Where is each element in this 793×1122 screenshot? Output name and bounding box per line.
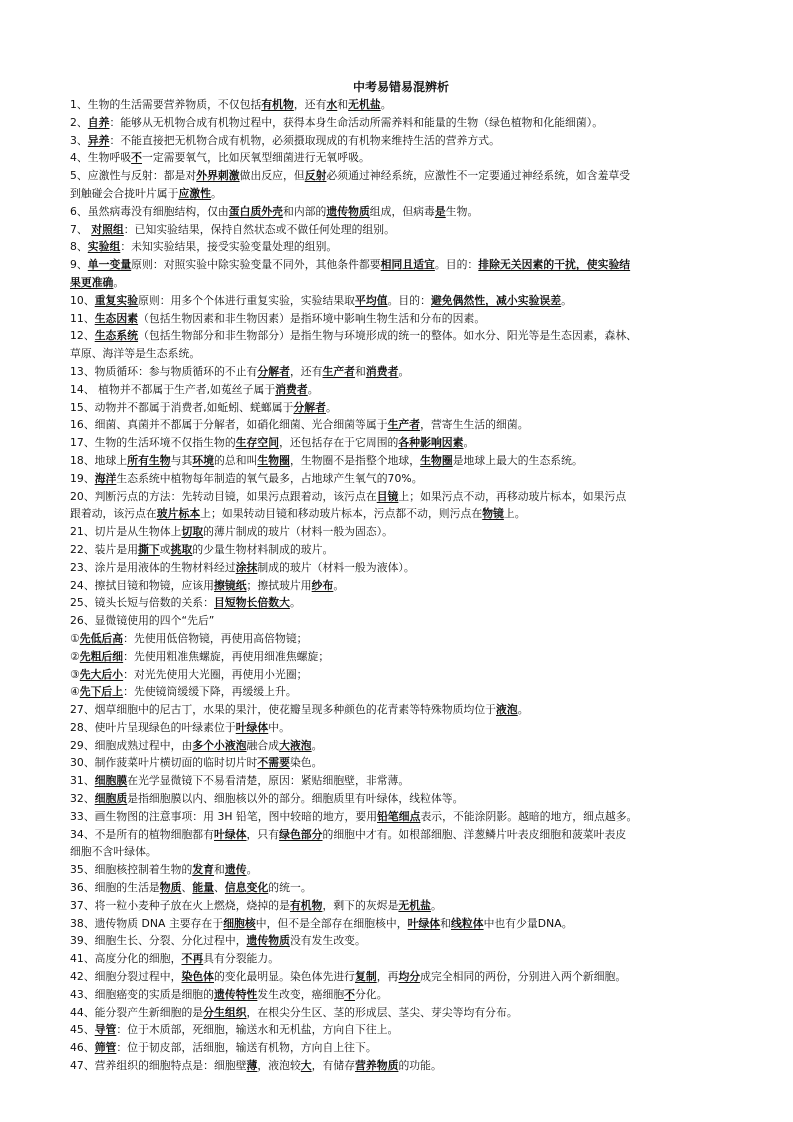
- line-text: ，再: [376, 970, 399, 984]
- line-text: ①: [70, 631, 80, 645]
- key-term: 擦镜纸: [214, 578, 247, 592]
- line-text: ，还有: [289, 364, 323, 378]
- text-line: [70, 399, 732, 417]
- line-text: ，还有: [293, 98, 327, 111]
- text-line: [70, 274, 732, 292]
- line-text: 原则：用多个个体进行重复实验，实验结果取: [138, 293, 356, 307]
- key-term: 异养: [87, 133, 110, 147]
- text-line: [70, 826, 732, 844]
- line-text: 42、细胞分裂过程中，: [70, 970, 182, 984]
- line-text: 。: [289, 596, 301, 610]
- text-line: [70, 292, 732, 310]
- line-text: 29、细胞成熟过程中，由: [70, 738, 193, 752]
- key-term: 绿色部分: [279, 827, 323, 841]
- line-text: ，在根尖分生区、茎的形成层、茎尖、芽尖等均有分布。: [246, 1005, 518, 1019]
- line-text: 22、装片是用: [70, 542, 139, 556]
- line-text: ；擦拭玻片用: [246, 578, 312, 592]
- line-text: 必须通过神经系统，应激性不一定要通过神经系统，如含羞草受: [326, 169, 631, 183]
- line-text: ②: [70, 649, 80, 663]
- key-term: 挑取: [170, 542, 193, 556]
- text-line: [70, 363, 732, 381]
- line-text: 。: [211, 186, 222, 200]
- line-text: ，还包括存在于它周围的: [279, 436, 399, 450]
- line-text: 跟着动，该污点在: [70, 507, 157, 521]
- key-term: 纱布: [311, 578, 334, 592]
- line-text: 和: [355, 364, 366, 378]
- key-term: 不: [131, 151, 143, 165]
- key-term: 分解者: [257, 364, 290, 378]
- line-text: 做出反应，但: [239, 169, 305, 183]
- line-text: 18、地球上: [70, 453, 128, 467]
- line-text: ：先使用粗准焦螺旋，再使用细准焦螺旋；: [123, 649, 330, 663]
- key-term: 生态因素: [94, 311, 139, 325]
- key-term: 遗传物质: [326, 204, 370, 218]
- key-term: 物镜: [482, 507, 504, 521]
- line-text: 。: [561, 293, 572, 307]
- key-term: 各种影响因素: [398, 436, 464, 450]
- text-line: [70, 1057, 732, 1075]
- text-line: [70, 594, 732, 612]
- text-line: [70, 327, 732, 345]
- line-text: 45、: [70, 1023, 95, 1037]
- line-text: 。: [398, 364, 410, 378]
- text-line: [70, 1004, 732, 1022]
- key-term: 分解者: [293, 400, 326, 414]
- key-term: 导管: [94, 1023, 117, 1037]
- line-text: 上；如果转动目镜和移动玻片标本，污点都不动，则污点在: [200, 507, 483, 521]
- document-page: [70, 78, 732, 1075]
- text-line: [70, 683, 732, 701]
- line-text: 17、生物的生活环境不仅指生物的: [70, 436, 236, 450]
- key-term: 大液泡: [279, 738, 312, 752]
- key-term: 应激性: [178, 186, 212, 200]
- key-term: 玻片标本: [156, 507, 201, 521]
- text-line: [70, 541, 732, 559]
- line-text: 中。: [268, 720, 290, 734]
- line-text: 23、涂片是用液体的生物材料经过: [70, 560, 236, 574]
- line-text: 、: [214, 881, 225, 895]
- text-line: [70, 1021, 732, 1039]
- key-term: 目镜: [376, 489, 399, 503]
- key-term: 生态系统: [94, 329, 139, 343]
- line-text: 到触碰会合拢叶片属于: [70, 186, 179, 200]
- text-line: [70, 577, 732, 595]
- key-term: 有机物: [261, 98, 294, 111]
- line-text: 46、: [70, 1041, 95, 1055]
- line-text: 。: [463, 436, 475, 450]
- text-line: [70, 915, 732, 933]
- line-text: ：先使用低倍物镜，再使用高倍物镜；: [123, 631, 308, 645]
- text-line: [70, 843, 732, 861]
- line-text: 7、: [70, 222, 92, 236]
- line-text: 14、 植物并不都属于生产者,如菟丝子属于: [70, 382, 276, 396]
- line-text: 上。: [503, 507, 526, 521]
- key-term: 避免偶然性，减小实验误差: [430, 293, 562, 307]
- key-term: 切取: [181, 525, 204, 539]
- key-term: 生物圈: [420, 453, 453, 467]
- text-line: [70, 203, 732, 221]
- key-term: 外界刺激: [196, 169, 240, 183]
- line-text: 分化。: [355, 987, 388, 1001]
- key-term: 果更准确: [70, 275, 114, 289]
- line-text: 5、应激性与反射：都是对: [70, 169, 197, 183]
- key-term: 相同且适宜: [380, 258, 435, 272]
- key-term: 分生组织: [203, 1005, 247, 1019]
- text-line: [70, 96, 732, 114]
- line-text: 20、判断污点的方法：先转动目镜，如果污点跟着动，该污点在: [70, 489, 377, 503]
- line-text: 1、生物的生活需要营养物质，不仅包括: [70, 98, 262, 111]
- line-text: 生态系统中植物每年制造的氧气最多，占地球产生氧气的70%。: [116, 471, 423, 485]
- line-text: 与其: [170, 453, 193, 467]
- line-text: 的细胞中才有。如根部细胞、洋葱鳞片叶表皮细胞和菠菜叶表皮: [322, 827, 627, 841]
- key-term: 无机盐: [348, 98, 381, 111]
- text-line: [70, 701, 732, 719]
- key-term: 先粗后细: [79, 649, 124, 663]
- line-text: 8、: [70, 240, 88, 254]
- text-line: [70, 950, 732, 968]
- key-term: 不需要: [257, 756, 290, 770]
- key-term: 叶绿体: [407, 916, 441, 930]
- text-line: [70, 879, 732, 897]
- key-term: 线粒体: [451, 916, 484, 930]
- line-text: ：位于韧皮部，活细胞，输送有机物，方向自上往下。: [116, 1041, 377, 1055]
- key-term: 发育: [192, 863, 215, 877]
- line-text: 成完全相同的两份，分别进入两个新细胞。: [420, 970, 627, 984]
- line-text: 4、生物呼吸: [70, 151, 132, 165]
- text-line: [70, 114, 732, 132]
- line-text: 的薄片制成的玻片（材料一般为固态）。: [203, 525, 394, 539]
- line-text: 30、制作菠菜叶片横切面的临时切片时: [70, 756, 258, 770]
- line-text: 2、: [70, 115, 88, 129]
- line-text: 。: [311, 738, 323, 752]
- key-term: 细胞核: [223, 916, 256, 930]
- line-text: 和: [214, 863, 225, 877]
- line-text: 13、物质循环：参与物质循环的不止有: [70, 364, 258, 378]
- text-line: [70, 185, 732, 203]
- key-term: 有机物: [289, 898, 323, 912]
- key-term: 营养物质: [355, 1059, 399, 1073]
- line-text: 。: [333, 578, 345, 592]
- text-line: [70, 754, 732, 772]
- line-text: 的总和叫: [214, 453, 258, 467]
- text-line: [70, 434, 732, 452]
- line-text: 11、: [70, 311, 95, 325]
- line-text: 原则：对照实验中除实验变量不同外，其他条件都要: [131, 258, 381, 272]
- line-text: 38、遗传物质 DNA 主要存在于: [70, 916, 224, 930]
- key-term: 不: [344, 987, 356, 1001]
- key-term: 消费者: [365, 364, 399, 378]
- text-line: [70, 452, 732, 470]
- text-line: [70, 808, 732, 826]
- line-text: 21、切片是从生物体上: [70, 525, 182, 539]
- text-line: [70, 932, 732, 950]
- key-term: 重复实验: [94, 293, 139, 307]
- line-text: 没有发生改变。: [289, 934, 366, 948]
- text-line: [70, 256, 732, 274]
- key-term: 排除无关因素的干扰，使实验结: [478, 258, 631, 272]
- line-text: 43、细胞癌变的实质是细胞的: [70, 987, 214, 1001]
- key-term: 染色体: [181, 970, 215, 984]
- line-text: 中，但不是全部存在细胞核中，: [255, 916, 408, 930]
- line-text: 15、动物并不都属于消费者,如蚯蚓、蜣螂属于: [70, 400, 294, 414]
- key-term: 平均值: [355, 293, 388, 307]
- line-text: 28、使叶片呈现绿色的叶绿素位于: [70, 720, 236, 734]
- key-term: 蛋白质外壳: [228, 204, 284, 218]
- key-term: 叶绿体: [235, 720, 269, 734]
- text-line: [70, 381, 732, 399]
- line-text: 32、: [70, 792, 95, 806]
- line-text: ，生物圈不是指整个地球，: [289, 453, 421, 467]
- text-line: [70, 345, 732, 363]
- text-line: [70, 523, 732, 541]
- key-term: 自养: [87, 115, 110, 129]
- text-line: [70, 968, 732, 986]
- key-term: 生产者: [387, 418, 421, 432]
- line-text: 是地球上最大的生态系统。: [452, 453, 583, 467]
- line-text: 的变化最明显。染色体先进行: [214, 970, 356, 984]
- text-line: [70, 1039, 732, 1057]
- line-text: 制成的玻片（材料一般为液体）。: [257, 560, 415, 574]
- key-term: 先下后上: [79, 685, 124, 699]
- key-term: 遗传特性: [214, 987, 258, 1001]
- text-line: [70, 149, 732, 167]
- line-text: 27、烟草细胞中的尼古丁，水果的果汁，使花瓣呈现多种颜色的花青素等特殊物质均位于: [70, 703, 497, 717]
- text-line: [70, 630, 732, 648]
- text-line: [70, 772, 732, 790]
- line-text: 33、画生物图的注意事项：用 3H 铅笔，图中较暗的地方，要用: [70, 809, 378, 823]
- line-text: 。: [430, 898, 442, 912]
- key-term: 消费者: [275, 382, 308, 396]
- line-text: 19、: [70, 471, 95, 485]
- key-term: 所有生物: [127, 453, 171, 467]
- text-line: [70, 470, 732, 488]
- line-text: 41、高度分化的细胞，: [70, 952, 182, 966]
- key-term: 无机盐: [398, 898, 431, 912]
- line-text: 。: [325, 400, 337, 414]
- key-term: 筛管: [94, 1041, 117, 1055]
- line-text: 26、显微镜使用的四个“先后”: [70, 614, 215, 628]
- key-term: 大: [300, 1059, 312, 1073]
- line-text: ，有储存: [311, 1059, 356, 1073]
- line-text: 表示，不能涂阴影。越暗的地方，细点越多。: [420, 809, 638, 823]
- key-term: 能量: [192, 881, 215, 895]
- line-text: 3、: [70, 133, 88, 147]
- item-list: [70, 96, 732, 1075]
- line-text: 35、细胞核控制着生物的: [70, 863, 193, 877]
- line-text: 。目的：: [387, 293, 431, 307]
- line-text: 草原、海洋等是生态系统。: [70, 347, 201, 361]
- text-line: [70, 790, 732, 808]
- line-text: （包括生物因素和非生物因素）是指环境中影响生物生活和分布的因素。: [138, 311, 486, 325]
- line-text: ，只有: [246, 827, 280, 841]
- line-text: 9、: [70, 258, 88, 272]
- line-text: 34、不是所有的植物细胞都有: [70, 827, 214, 841]
- key-term: 涂抹: [235, 560, 258, 574]
- line-text: 发生改变，癌细胞: [257, 987, 345, 1001]
- key-term: 均分: [398, 970, 421, 984]
- key-term: 遗传物质: [246, 934, 290, 948]
- line-text: 。: [113, 275, 125, 289]
- key-term: 环境: [192, 453, 215, 467]
- text-line: [70, 719, 732, 737]
- line-text: 10、: [70, 293, 95, 307]
- key-term: 实验组: [87, 240, 121, 254]
- key-term: 先低后高: [79, 631, 124, 645]
- line-text: 39、细胞生长、分裂、分化过程中，: [70, 934, 247, 948]
- line-text: 37、将一粒小麦种子放在火上燃烧，烧掉的是: [70, 898, 290, 912]
- line-text: 和: [337, 98, 349, 111]
- line-text: 在光学显微镜下不易看清楚，原因：紧贴细胞壁，非常薄。: [127, 774, 410, 788]
- key-term: 信息变化: [224, 881, 269, 895]
- key-term: 铅笔细点: [377, 809, 421, 823]
- line-text: 上；如果污点不动，再移动玻片标本，如果污点: [398, 489, 627, 503]
- line-text: 31、: [70, 774, 95, 788]
- key-term: 单一变量: [87, 258, 132, 272]
- text-line: [70, 416, 732, 434]
- key-term: 目短物长倍数大: [214, 596, 290, 610]
- line-text: （包括生物部分和非生物部分）是指生物与环境形成的统一的整体。如水分、阳光等是生态因素，森林、: [138, 329, 638, 343]
- line-text: 生物。: [445, 204, 479, 218]
- line-text: ④: [70, 685, 80, 699]
- text-line: [70, 505, 732, 523]
- line-text: 和: [440, 916, 452, 930]
- text-line: [70, 167, 732, 185]
- line-text: ，剩下的灰烬是: [322, 898, 399, 912]
- key-term: 细胞膜: [94, 774, 128, 788]
- line-text: 6、虽然病毒没有细胞结构，仅由: [70, 204, 229, 218]
- key-term: 细胞质: [94, 792, 128, 806]
- key-term: 物质: [159, 881, 182, 895]
- key-term: 薄: [246, 1059, 258, 1073]
- key-term: 反射: [304, 169, 327, 183]
- line-text: 。: [380, 98, 392, 111]
- line-text: 的统一。: [268, 881, 312, 895]
- key-term: 撕下: [138, 542, 160, 556]
- text-line: [70, 132, 732, 150]
- line-text: 和内部的: [283, 204, 327, 218]
- text-line: [70, 488, 732, 506]
- text-line: [70, 612, 732, 630]
- key-term: 海洋: [94, 471, 117, 485]
- key-term: 生存空间: [235, 436, 280, 450]
- key-term: 水: [326, 98, 338, 111]
- line-text: 融合成: [246, 738, 280, 752]
- line-text: 16、细菌、真菌并不都属于分解者，如硝化细菌、光合细菌等属于: [70, 418, 388, 432]
- line-text: 47、营养组织的细胞特点是：细胞壁: [70, 1059, 247, 1073]
- text-line: [70, 666, 732, 684]
- line-text: 是指细胞膜以内、细胞核以外的部分。细胞质里有叶绿体，线粒体等。: [127, 792, 464, 806]
- line-text: 。: [307, 382, 319, 396]
- line-text: 12、: [70, 329, 95, 343]
- text-line: [70, 861, 732, 879]
- key-term: 生产者: [322, 364, 356, 378]
- line-text: 、: [181, 881, 193, 895]
- key-term: 先大后小: [79, 667, 124, 681]
- line-text: 。: [246, 863, 258, 877]
- document-title: 中考易错易混辨析: [352, 80, 449, 94]
- text-line: [70, 986, 732, 1004]
- text-line: [70, 559, 732, 577]
- line-text: 25、镜头长短与倍数的关系：: [70, 596, 214, 610]
- text-line: [70, 221, 732, 239]
- line-text: 。: [517, 703, 529, 717]
- key-term: 液泡: [496, 703, 518, 717]
- line-text: 具有分裂能力。: [203, 952, 280, 966]
- key-term: 遗传: [224, 863, 247, 877]
- text-line: [70, 737, 732, 755]
- line-text: ：不能直接把无机物合成有机物，必须摄取现成的有机物来维持生活的营养方式。: [109, 133, 500, 147]
- line-text: 的功能。: [398, 1059, 442, 1073]
- line-text: ：已知实验结果，保持自然状态或不做任何处理的组别。: [123, 222, 395, 236]
- line-text: ③: [70, 667, 80, 681]
- line-text: ：未知实验结果，接受实验变量处理的组别。: [120, 240, 338, 254]
- text-line: [70, 648, 732, 666]
- line-text: 一定需要氧气，比如厌氧型细菌进行无氧呼吸。: [142, 151, 370, 165]
- line-text: 24、擦拭目镜和物镜，应该用: [70, 578, 214, 592]
- key-term: 不再: [181, 952, 204, 966]
- key-term: 是: [434, 204, 446, 218]
- line-text: 。目的：: [434, 258, 479, 272]
- line-text: ：能够从无机物合成有机物过程中，获得本身生命活动所需养料和能量的生物（绿色植物和化能细菌）。: [109, 115, 604, 129]
- line-text: ，液泡较: [257, 1059, 301, 1073]
- line-text: 中也有少量DNA。: [483, 916, 573, 930]
- line-text: ：先使镜筒缓缓下降，再缓缓上升。: [123, 685, 297, 699]
- key-term: 生物圈: [257, 453, 290, 467]
- line-text: ，营寄生生活的细菌。: [420, 418, 529, 432]
- text-line: [70, 310, 732, 328]
- line-text: 或: [159, 542, 171, 556]
- key-term: 复制: [355, 970, 377, 984]
- line-text: 染色。: [289, 756, 323, 770]
- line-text: ：对光先使用大光圈，再使用小光圈；: [123, 667, 308, 681]
- line-text: 44、能分裂产生新细胞的是: [70, 1005, 204, 1019]
- line-text: 的少量生物材料制成的玻片。: [192, 542, 334, 556]
- key-term: 多个小液泡: [192, 738, 247, 752]
- line-text: ：位于木质部，死细胞，输送水和无机盐，方向自下往上。: [116, 1023, 399, 1037]
- text-line: [70, 238, 732, 256]
- line-text: 36、细胞的生活是: [70, 881, 160, 895]
- line-text: 组成，但病毒: [369, 204, 435, 218]
- line-text: 细胞不含叶绿体。: [70, 845, 157, 859]
- text-line: [70, 897, 732, 915]
- key-term: 对照组: [91, 222, 124, 236]
- key-term: 叶绿体: [214, 827, 247, 841]
